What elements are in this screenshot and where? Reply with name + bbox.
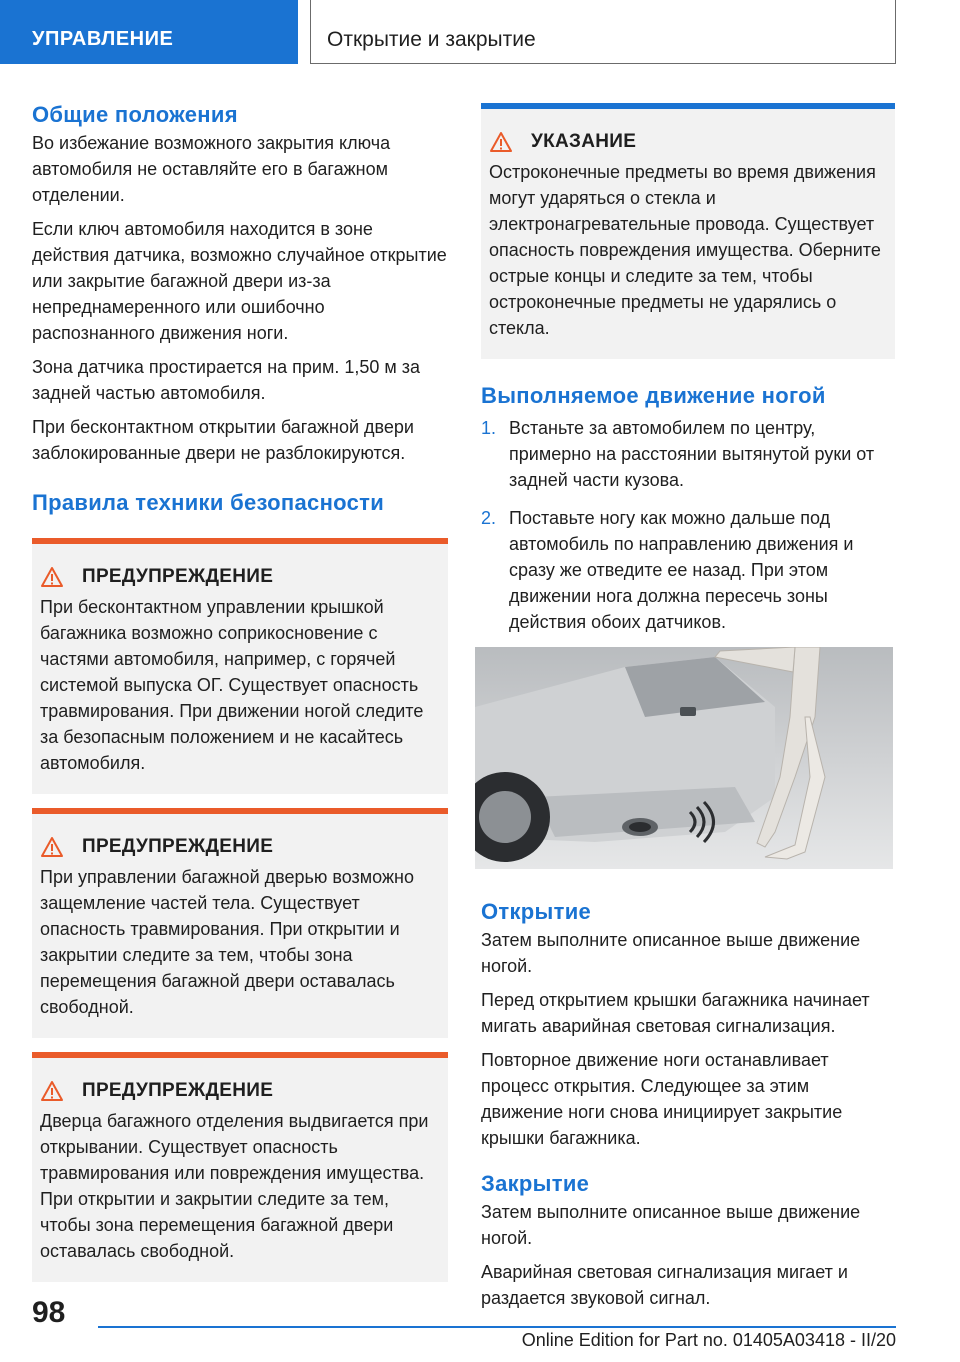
heading-closing: Закрытие [481,1171,590,1196]
general-paragraph: Зона датчика простирается на прим. 1,50 м за задней частью автомобиля. [32,357,421,403]
warning-triangle-icon [40,836,64,858]
heading-safety: Правила техники безопасности [32,490,385,515]
caution-triangle-icon [489,131,513,153]
step-text: Встаньте за автомобилем по центру, примерно на расстоянии вытянутой руки от задней части кузова. [509,418,875,490]
footer-edition: Online Edition for Part no. 01405A03418 - II/20 [521,1330,896,1350]
warning-triangle-icon [40,1080,64,1102]
heading-opening: Открытие [481,899,592,924]
warning-title: ПРЕДУПРЕЖДЕНИЕ [82,1080,274,1101]
heading-general: Общие положения [32,102,238,127]
step-item [481,415,895,493]
footer-divider [98,1326,896,1328]
warning-title: ПРЕДУПРЕЖДЕНИЕ [82,566,274,587]
general-paragraph: Во избежание возможного закрытия ключа автомобиля не оставляйте его в багажном отделении. [32,133,391,205]
warning-text: Дверца багажного отделения выдвигается при открывании. Существует опасность травмирования или повреждения имущества. При открытии и закрытии следите за тем, чтобы зона перемещения багажной двери оставалась свободной. [40,1111,429,1261]
warning-box [32,808,448,1038]
section-tab: УПРАВЛЕНИЕ [0,0,298,64]
opening-paragraph: Затем выполните описанное выше движение ногой. [481,930,861,976]
car-rear-illustration [475,647,893,869]
warning-text: При управлении багажной дверью возможно защемление частей тела. Существует опасность травмирования. При открытии и закрытии следите за тем, чтобы зона перемещения багажной двери оставалась свободной. [40,867,414,1017]
step-text: Поставьте ногу как можно дальше под автомобиль по направлению движения и сразу же отведите ее назад. При этом движении нога должна пересечь зоны действия обоих датчиков. [509,508,854,632]
page-title: Открытие и закрытие [310,0,896,64]
warning-box [32,1052,448,1282]
warning-box [32,538,448,794]
right-column [481,103,895,1319]
left-column [32,100,448,1282]
opening-paragraph: Повторное движение ноги останавливает процесс открытия. Следующее за этим движение ноги снова инициирует закрытие крышки багажника. [481,1050,843,1148]
step-number: 1. [481,418,497,438]
general-paragraph: Если ключ автомобиля находится в зоне действия датчика, возможно случайное открытие или закрытие багажной двери из-за непреднамеренного или ошибочно распознанного движения ноги. [32,219,447,343]
steps-list [481,415,895,635]
closing-paragraph: Аварийная световая сигнализация мигает и раздается звуковой сигнал. [481,1262,848,1308]
warning-text: При бесконтактном управлении крышкой багажника возможно соприкосновение с частями автомобиля, например, с горячей системой выпуска ОГ. Существует опасность травмирования. При движении ногой следите за безопасным положением и не касайтесь автомобиля. [40,597,424,773]
closing-paragraph: Затем выполните описанное выше движение ногой. [481,1202,861,1248]
step-item [481,505,895,635]
page-number: 98 [32,1296,66,1329]
heading-foot-movement: Выполняемое движение ногой [481,383,826,408]
opening-paragraph: Перед открытием крышки багажника начинает мигать аварийная световая сигнализация. [481,990,870,1036]
caution-box [481,103,895,359]
caution-title: УКАЗАНИЕ [531,131,637,152]
caution-text: Остроконечные предметы во время движения могут ударяться о стекла и электронагревательные провода. Существует опасность повреждения имущества. Оберните острые концы и следите за тем, чтобы остроконечные предметы не ударялись о стекла. [489,162,881,338]
step-number: 2. [481,508,497,528]
general-paragraph: При бесконтактном открытии багажной двери заблокированные двери не разблокируются. [32,417,414,463]
warning-triangle-icon [40,566,64,588]
warning-title: ПРЕДУПРЕЖДЕНИЕ [82,836,274,857]
